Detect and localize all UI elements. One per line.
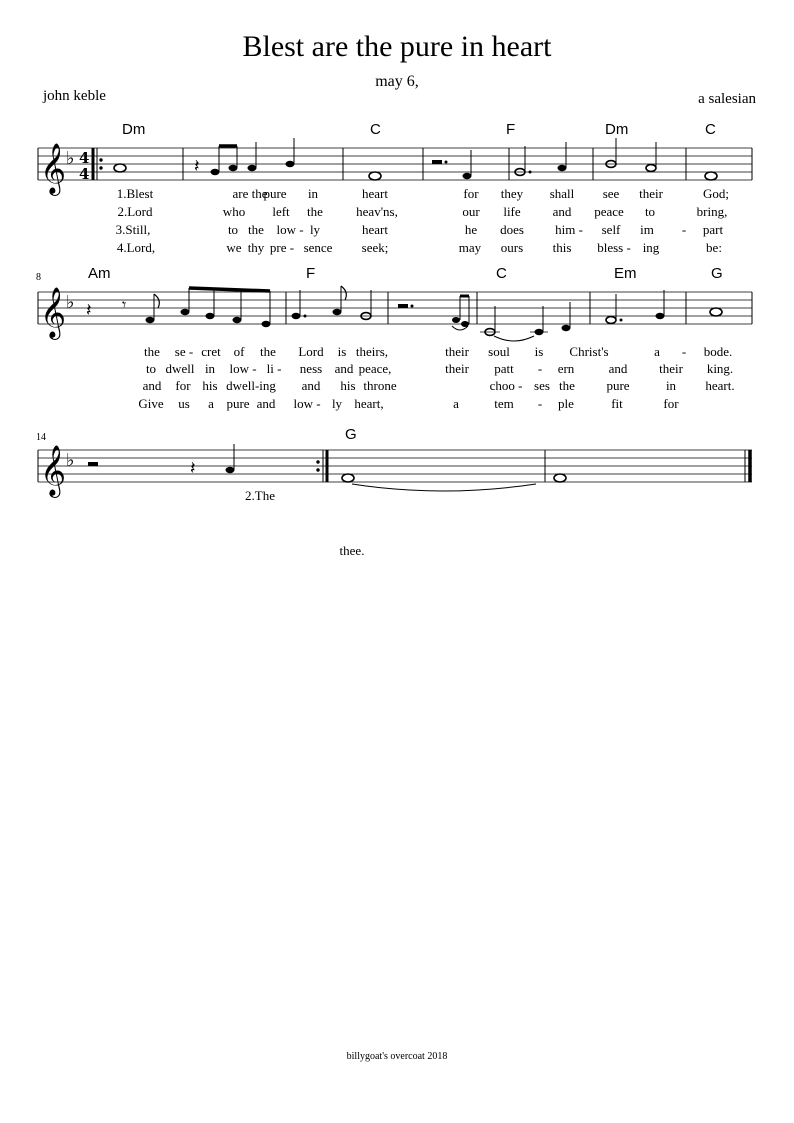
flat-icon: ♭ [66,148,75,169]
lyric-syllable: the [248,222,264,237]
lyric-syllable: 2.Lord [117,204,153,219]
lyric-syllable: pre - [269,240,295,255]
svg-text:𝄾: 𝄾 [122,295,127,314]
lyric-syllable: 3.Still, [115,222,151,237]
lyric-syllable: bring, [696,204,728,219]
lyric-syllable: heart. [705,378,735,393]
lyric-syllable: does [500,222,524,237]
lyric-syllable: for [175,378,191,393]
lyric-syllable: him - [555,222,583,237]
chord-symbol: Em [614,265,637,282]
lyric-syllable: - [537,396,543,411]
lyric-syllable: us [178,396,190,411]
chord-symbol: F [306,265,316,282]
chord-symbol: G [345,426,357,443]
staff-system-2 [38,286,752,341]
lyric-syllable: dwell-ing [226,378,276,393]
lyric-syllable: Christ's [569,344,609,359]
time-signature-bottom: 4 [79,165,90,183]
lyric-syllable: to [227,222,239,237]
chord-symbol: C [496,265,507,282]
lyric-syllable: ern [557,361,575,376]
lyric-syllable: to [644,204,656,219]
lyric-syllable: seek; [361,240,389,255]
lyric-syllable: is [534,344,544,359]
lyric-syllable: life [503,204,521,219]
song-title: Blest are the pure in heart [242,30,552,63]
lyric-syllable: and [552,204,572,219]
lyric-syllable: throne [363,378,397,393]
lyric-syllable: Give [138,396,164,411]
lyric-syllable: ness [299,361,323,376]
lyric-syllable: of [233,344,245,359]
lyric-syllable: who [222,204,246,219]
lyric-syllable: pure [226,396,250,411]
lyric-syllable: 1.Blest [116,186,154,201]
lyric-syllable: 2.The [245,488,275,503]
lyric-syllable: to [145,361,157,376]
lyric-syllable: sence [303,240,333,255]
lyric-syllable: heart [362,222,388,237]
lyric-syllable: their [445,344,469,359]
lyric-syllable: heart [362,186,388,201]
chord-symbol: C [370,121,381,138]
chord-symbol: F [506,121,516,138]
measure-number: 14 [36,432,46,443]
lyric-syllable: in [665,378,677,393]
lyric-syllable: - [681,222,687,237]
lyric-syllable: is [337,344,347,359]
lyric-syllable: li - [266,361,282,376]
lyric-syllable: Lord [298,344,324,359]
lyric-syllable: heart, [354,396,384,411]
lyric-syllable: thy [247,240,265,255]
lyric-syllable: low - [229,361,257,376]
chord-symbol: Am [88,265,111,282]
lyric-syllable: dwell [165,361,195,376]
lyric-syllable: tem [494,396,514,411]
lyric-syllable: their [445,361,469,376]
lyric-syllable: and [142,378,162,393]
chord-symbol: G [711,265,723,282]
lyric-syllable: choo - [489,378,523,393]
lyricist-credit: john keble [43,88,106,104]
lyric-syllable: they [500,186,524,201]
lyric-syllable: ple [558,396,574,411]
lyric-syllable: our [462,204,480,219]
lyric-syllable: their [659,361,683,376]
lyric-syllable: a [208,396,214,411]
lyric-syllable: for [463,186,479,201]
lyric-syllable: theirs, [355,344,389,359]
lyric-syllable: this [552,240,572,255]
lyric-syllable: he [464,222,478,237]
lyric-syllable: heav'ns, [356,204,398,219]
lyric-syllable: and [256,396,276,411]
lyric-syllable: bless - [597,240,631,255]
lyric-syllable: his [340,378,356,393]
lyric-syllable: shall [549,186,575,201]
chord-symbol: Dm [605,121,629,138]
lyric-syllable: peace, [358,361,392,376]
time-signature-top: 4 [79,149,90,167]
lyric-syllable: soul [488,344,510,359]
lyric-syllable: be: [706,240,722,255]
lyric-syllable: for [663,396,679,411]
lyric-syllable: thee. [339,543,365,558]
lyric-syllable: see [602,186,620,201]
svg-text:𝄽: 𝄽 [86,300,92,321]
lyric-syllable: peace [594,204,624,219]
lyric-syllable: the [260,344,276,359]
lyric-syllable: and [608,361,628,376]
lyric-syllable: se - [174,344,194,359]
treble-clef-icon: 𝄞 [40,143,67,194]
lyric-syllable: self [601,222,621,237]
lyric-syllable: part [702,222,724,237]
lyric-syllable: may [458,240,482,255]
lyric-syllable: king. [706,361,734,376]
treble-clef-icon: 𝄞 [40,287,67,338]
lyric-syllable: in [204,361,216,376]
chord-symbol: Dm [122,121,146,138]
lyric-syllable: bode. [703,344,733,359]
svg-text:𝄽: 𝄽 [190,458,196,479]
staff-system-3 [38,444,752,498]
lyric-syllable: and [301,378,321,393]
lyric-syllable: pure [606,378,630,393]
treble-clef-icon: 𝄞 [40,445,67,496]
lyric-syllable: pure [263,186,287,201]
lyric-syllable: ly [331,396,343,411]
note [114,164,126,172]
lyric-syllable: left [272,204,290,219]
flat-icon: ♭ [66,292,75,313]
lyric-syllable: we [226,240,242,255]
lyric-syllable: in [307,186,319,201]
copyright-footer: billygoat's overcoat 2018 [346,1051,448,1062]
chord-symbol: C [705,121,716,138]
song-date: may 6, [375,73,419,90]
lyric-syllable: are the [232,186,268,201]
lyric-syllable: cret [201,344,221,359]
lyric-syllable: a [654,344,660,359]
quarter-rest-icon: 𝄽 [194,156,200,177]
lyric-syllable: - [681,344,687,359]
measure-number: 8 [36,272,41,283]
lyric-syllable: and [334,361,354,376]
lyric-syllable: ours [500,240,524,255]
lyric-syllable: ly [309,222,321,237]
lyric-syllable: ing [642,240,660,255]
lyric-syllable: a [453,396,459,411]
lyric-syllable: fit [611,396,623,411]
lyric-syllable: low - [276,222,304,237]
lyric-syllable: low - [293,396,321,411]
lyric-syllable: - [537,361,543,376]
lyric-syllable: patt [494,361,514,376]
flat-icon: ♭ [66,450,75,471]
lyric-syllable: im [640,222,654,237]
lyric-syllable: God; [703,186,729,201]
lyric-syllable: ses [534,378,550,393]
lyric-syllable: the [559,378,575,393]
lyric-syllable: the [144,344,160,359]
lyric-syllable: his [202,378,218,393]
lyric-syllable: the [307,204,323,219]
lyric-syllable: their [639,186,663,201]
composer-credit: a salesian [698,91,756,107]
lyric-syllable: 4.Lord, [116,240,156,255]
